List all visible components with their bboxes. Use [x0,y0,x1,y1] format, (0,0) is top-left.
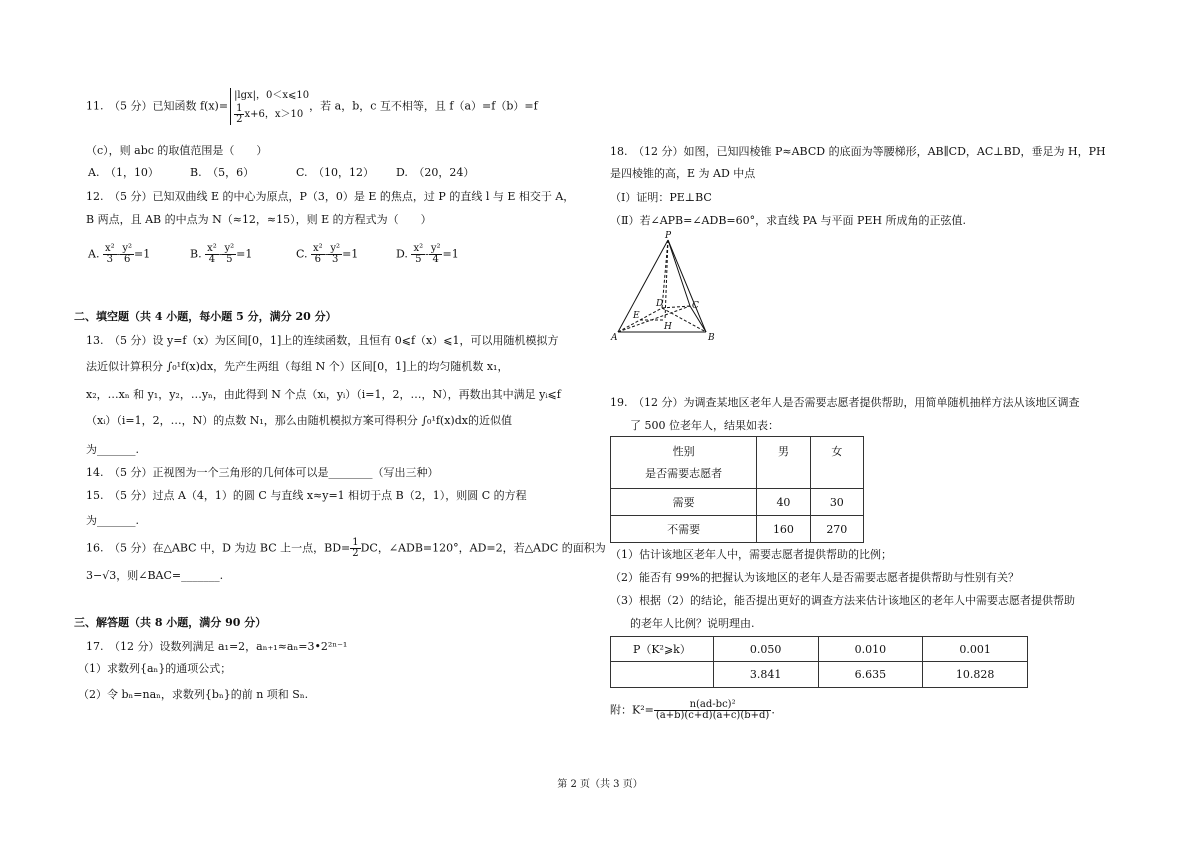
question-17-line-1: 17. （12 分）设数列满足 a₁=2，aₙ₊₁≈aₙ=3•2²ⁿ⁻¹ [86,640,348,653]
q11-prefix: 11. （5 分）已知函数 f(x)= [86,99,229,113]
q11-suffix: ，若 a，b，c 互不相等，且 f（a）=f（b）=f [309,99,538,113]
question-12-line-1: 12. （5 分）已知双曲线 E 的中心为原点，P（3，0）是 E 的焦点，过 P 的直线 l 与 E 相交于 A， [86,190,575,203]
question-15-line-2: 为_______. [86,514,139,527]
table-row: 不需要 160 270 [611,516,864,543]
edge-pb [668,240,706,332]
question-13-line-2: 法近似计算积分 ∫₀¹f(x)dx，先产生两组（每组 N 个）区间[0，1]上的均匀随机数 x₁， [86,360,509,373]
question-18-line-2: 是四棱锥的高，E 为 AD 中点 [610,167,756,180]
label-a: A [611,333,618,343]
question-13-line-3: x₂，…xₙ 和 y₁，y₂，…yₙ，由此得到 N 个点（xᵢ，yᵢ）（i=1，2，…，N），再数出其中满足 yᵢ⩽f [86,388,561,401]
q12-option-c: C. $\frac{\text{x²}}{6}$ - $\frac{\text{y²}}{3}$ =1 [296,243,359,265]
q12-option-a: A. $\frac{\text{x²}}{3}$ - $\frac{\text{y²}}{6}$ =1 [88,243,151,265]
question-19-part-2: （2）能否有 99%的把握认为该地区的老年人是否需要志愿者提供帮助与性别有关？ [610,571,1019,584]
label-p: P [665,231,672,241]
header-female: 女 [810,437,863,489]
question-13-line-4: （xᵢ）（i=1，2，…，N）的点数 N₁，那么由随机模拟方案可得积分 ∫₀¹f(x)dx的近似值 [86,414,512,427]
question-18-line-1: 18. （12 分）如图，已知四棱锥 P≈ABCD 的底面为等腰梯形，AB∥CD，AC⊥BD，垂足为 H，PH [610,145,1106,158]
question-19-part-3b: 的老年人比例？说明理由. [630,617,755,630]
question-14: 14. （5 分）正视图为一个三角形的几何体可以是________（写出三种） [86,466,439,479]
edge-pc [668,240,690,306]
q12-option-b: B. $\frac{\text{x²}}{4}$ - $\frac{\text{y²}}{5}$ =1 [190,243,253,265]
piecewise-function [230,88,309,125]
header-male: 男 [757,437,810,489]
edge-pa [618,240,668,332]
section-3-heading: 三、解答题（共 8 小题，满分 90 分） [74,616,267,629]
integral-expression: ∫₀¹f(x)dx [166,360,214,373]
piece-1: |lgx|，0＜x⩽10 [234,90,310,101]
question-16-line-1: 16. （5 分）在△ABC 中，D 为边 BC 上一点，BD= $\frac{1}{2}$ DC，∠ADB=120°，AD=2，若△ADC 的面积为 [86,537,606,559]
question-13-line-1: 13. （5 分）设 y=f（x）为区间[0，1]上的连续函数，且恒有 0⩽f（x）⩽1，可以用随机模拟方 [86,334,559,347]
question-15-line-1: 15. （5 分）过点 A（4，1）的圆 C 与直线 x≈y=1 相切于点 B（2，1），则圆 C 的方程 [86,489,527,502]
critical-value-table: P（K²⩾k） 0.050 0.010 0.001 3.841 6.635 10.828 [610,636,1028,688]
edge-ac [618,306,690,332]
table-row: 需要 40 30 [611,489,864,516]
option-c: C. （10，12） [296,166,375,179]
option-a: A. （1，10） [88,166,159,179]
question-12-options [88,244,568,274]
question-18-line-3: （Ⅰ）证明：PE⊥BC [610,191,712,204]
label-d: D [656,299,664,309]
question-19-part-1: （1）估计该地区老年人中，需要志愿者提供帮助的比例； [610,548,892,561]
q12-option-d: D. $\frac{\text{x²}}{5}$ - $\frac{\text{y²}}{4}$ =1 [396,243,459,265]
question-16-line-2: 3−√3，则∠BAC=_______. [86,569,224,582]
formula-fraction: $\frac{\text{n(ad-bc)²}}{(a+b)(c+d)(a+c)(b+d)}$ [655,699,770,721]
question-19-part-3a: （3）根据（2）的结论，能否提出更好的调查方法来估计该地区的老年人中需要志愿者提供帮助 [610,594,1075,607]
question-17-line-3: （2）令 bₙ=naₙ，求数列{bₙ}的前 n 项和 Sₙ. [78,688,309,701]
pyramid-figure [610,228,720,346]
question-17-line-2: （1）求数列{aₙ}的通项公式； [78,662,232,675]
question-11-line-1 [86,88,538,125]
question-19-line-1: 19. （12 分）为调查某地区老年人是否需要志愿者提供帮助，用简单随机抽样方法从该地区调查 [610,396,1080,409]
question-13-line-5: 为_______. [86,443,139,456]
half-fraction: $\frac{1}{2}$ [236,103,243,125]
table-header-diagonal: 性别 是否需要志愿者 [611,437,757,489]
question-19-line-2: 了 500 位老年人，结果如表： [630,419,779,432]
label-c: C [692,301,699,311]
label-e: E [633,311,640,321]
label-b: B [708,333,715,343]
integral-expression-2: ∫₀¹f(x)dx [421,414,468,427]
piece-2: x+6，x＞10 [244,109,304,120]
pk-header: P（K²⩾k） [611,637,714,662]
one-third-fraction: $\frac{1}{2}$ [352,537,359,559]
question-12-line-2: B 两点，且 AB 的中点为 N（≈12，≈15），则 E 的方程式为（ ） [86,213,432,226]
section-2-heading: 二、填空题（共 4 小题，每小题 5 分，满分 20 分） [74,310,337,323]
question-18-line-4: （Ⅱ）若∠APB=∠ADB=60°，求直线 PA 与平面 PEH 所成角的正弦值. [610,214,966,227]
question-11-line-2: （c），则 abc 的取值范围是（ ） [86,144,268,157]
option-d: D. （20，24） [396,166,475,179]
option-b: B. （5，6） [190,166,255,179]
page-footer: 第 2 页（共 3 页） [557,779,643,790]
k-squared-formula: 附：K²= $\frac{\text{n(ad-bc)²}}{(a+b)(c+d)(a+c)(b+d)}$ . [610,699,775,721]
label-h: H [664,322,672,332]
survey-table [610,436,864,543]
